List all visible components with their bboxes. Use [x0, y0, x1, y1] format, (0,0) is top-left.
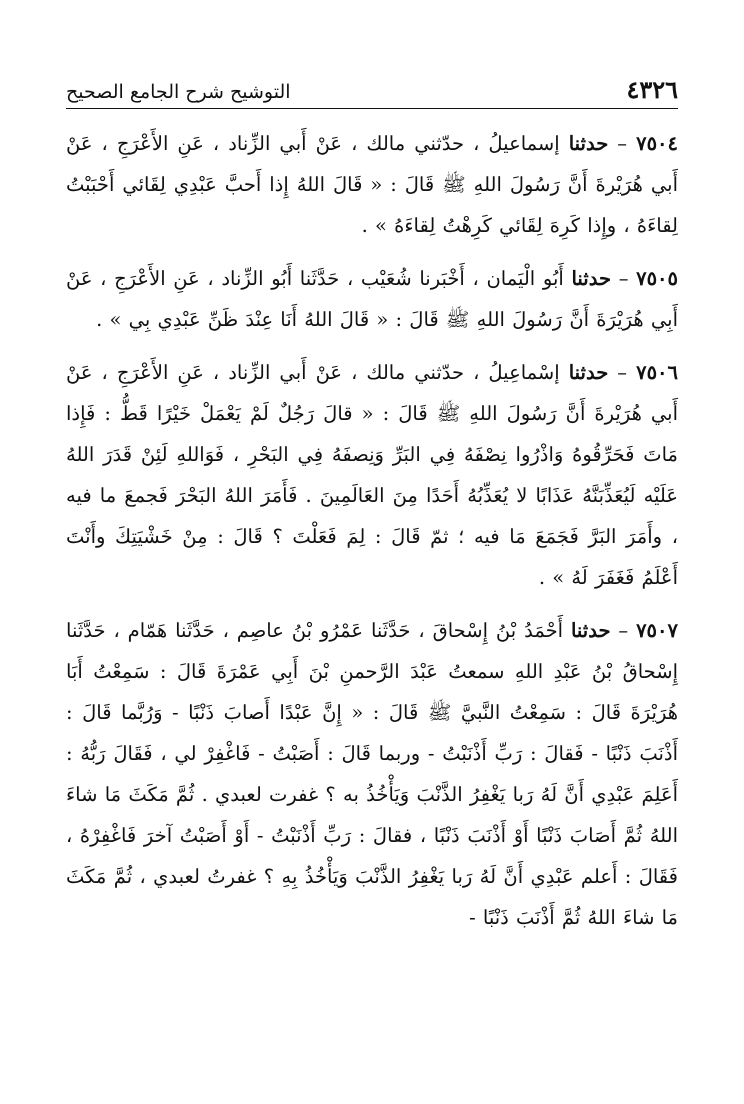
hadith-text: إسماعيلُ ، حدّثني مالك ، عَنْ أَبي الزِّناد ، عَنِ الأَعْرَجِ ، عَنْ أَبي هُرَيْرةَ أَنَّ رَسُولَ اللهِ ﷺ قَالَ : « قَالَ اللهُ إِذا أَحبَّ عَبْدِي لِقَائي أَحْبَبْتُ لِقاءَهُ ، وإِذا كَرِهَ لِقَائي كَرِهْتُ لِقاءَهُ » . — [66, 132, 678, 237]
page-number: ٤٣٢٦ — [626, 75, 678, 104]
hadith-7505: ٧٥٠٥ – حدثنا أَبُو الْيَمان ، أَخْبَرنا شُعَيْب ، حَدَّثَنا أَبُو الزِّناد ، عَنِ الأَعْرَجِ ، عَنْ أَبِي هُرَيْرَةَ أَنَّ رَسُولَ اللهِ ﷺ قَالَ : « قَالَ اللهُ أَنَا عِنْدَ ظَنِّ عَبْدِي بِي » . — [66, 267, 679, 331]
running-title: التوشيح شرح الجامع الصحيح — [66, 81, 291, 103]
hadith-lead: حدثنا — [568, 361, 609, 384]
hadith-7504: ٧٥٠٤ – حدثنا إسماعيلُ ، حدّثني مالك ، عَنْ أَبي الزِّناد ، عَنِ الأَعْرَجِ ، عَنْ أَبي هُرَيْرةَ أَنَّ رَسُولَ اللهِ ﷺ قَالَ : « قَالَ اللهُ إِذا أَحبَّ عَبْدِي لِقَائي أَحْبَبْتُ لِقاءَهُ ، وإِذا كَرِهَ لِقَائي كَرِهْتُ لِقاءَهُ » . — [66, 132, 678, 237]
hadith-text: أَبُو الْيَمان ، أَخْبَرنا شُعَيْب ، حَدَّثَنا أَبُو الزِّناد ، عَنِ الأَعْرَجِ ، عَنْ أَبِي هُرَيْرَةَ أَنَّ رَسُولَ اللهِ ﷺ قَالَ : « قَالَ اللهُ أَنَا عِنْدَ ظَنِّ عَبْدِي بِي » . — [66, 267, 678, 331]
hadith-text: أَحْمَدُ بْنُ إِسْحاقَ ، حَدَّثَنا عَمْرُو بْنُ عاصِم ، حَدَّثَنا هَمّام ، حَدَّثَنا إِسْحاقُ بْنُ عَبْدِ اللهِ سمعتُ عَبْدَ الرَّحمنِ بْنَ أَبِي عَمْرَةَ قَالَ : سَمِعْتُ أَبَا هُرَيْرَةَ قَالَ : سَمِعْتُ النَّبيَّ ﷺ قَالَ : « إِنَّ عَبْدًا أَصابَ ذَنْبًا - وَرُبَّما قَالَ : أَذْنَبَ ذَنْبًا - فَقالَ : رَبِّ أَذْنَبْتُ - وربما قَالَ : أَصَبْتُ - فَاغْفِرْ لي ، فَقَالَ رَبُّهُ : أَعَلِمَ عَبْدِي أَنَّ لَهُ رَبا يَغْفِرُ الذَّنْبَ وَيَأْخُذُ به ؟ غفرت لعبدي . ثُمَّ مَكَثَ مَا شاءَ اللهُ ثُمَّ أَصَابَ ذَنْبًا أَوْ أَذْنَبَ ذَنْبًا ، فقالَ : رَبِّ أَذْنَبْتُ - أَوْ أَصَبْتُ آخرَ فَاغْفِرْهُ ، فَقَالَ : أَعلم عَبْدِي أَنَّ لَهُ رَبا يَغْفِرُ الذَّنْبَ وَيَأْخُذُ بِهِ ؟ غفرتُ لعبدي ، ثُمَّ مَكَثَ مَا شاءَ اللهُ ثُمَّ أَذْنَبَ ذَنْبًا - — [66, 619, 678, 929]
page-header — [66, 70, 678, 109]
hadith-7506: ٧٥٠٦ – حدثنا إسْماعِيلُ ، حدّثني مالك ، عَنْ أَبي الزِّناد ، عَنِ الأَعْرَجِ ، عَنْ أَبي هُرَيْرةَ أَنَّ رَسُولَ اللهِ ﷺ قَالَ : « قالَ رَجُلٌ لَمْ يَعْمَلْ خَيْرًا قَطُّ : فَإِذا مَاتَ فَحَرِّقُوهُ وَاذْرُوا نِصْفَهُ فِي البَرِّ وَنِصفَهُ فِي البَحْرِ ، فَوَاللهِ لَئِنْ قَدَرَ اللهُ عَلَيْه لَيُعَذِّبَنَّهُ عَذَابًا لا يُعَذِّبُهُ أَحَدًا مِنَ العَالَمِينَ . فَأَمَرَ اللهُ البَحْرَ فَجمعَ ما فيه ، وأَمَرَ البَرَّ فَجَمَعَ مَا فيه ؛ ثمّ قَالَ : لِمَ فَعَلْتَ ؟ قَالَ : مِنْ خَشْيَتِكَ وأَنْتَ أَعْلَمُ فَغَفَرَ لَهُ » . — [66, 361, 678, 589]
hadith-lead: حدثنا — [571, 267, 612, 290]
page-body — [66, 123, 678, 938]
hadith-number: ٧٥٠٧ — [636, 619, 678, 642]
hadith-number: ٧٥٠٤ — [636, 132, 678, 155]
hadith-text: إسْماعِيلُ ، حدّثني مالك ، عَنْ أَبي الزِّناد ، عَنِ الأَعْرَجِ ، عَنْ أَبي هُرَيْرةَ أَنَّ رَسُولَ اللهِ ﷺ قَالَ : « قالَ رَجُلٌ لَمْ يَعْمَلْ خَيْرًا قَطُّ : فَإِذا مَاتَ فَحَرِّقُوهُ وَاذْرُوا نِصْفَهُ فِي البَرِّ وَنِصفَهُ فِي البَحْرِ ، فَوَاللهِ لَئِنْ قَدَرَ اللهُ عَلَيْه لَيُعَذِّبَنَّهُ عَذَابًا لا يُعَذِّبُهُ أَحَدًا مِنَ العَالَمِينَ . فَأَمَرَ اللهُ البَحْرَ فَجمعَ ما فيه ، وأَمَرَ البَرَّ فَجَمَعَ مَا فيه ؛ ثمّ قَالَ : لِمَ فَعَلْتَ ؟ قَالَ : مِنْ خَشْيَتِكَ وأَنْتَ أَعْلَمُ فَغَفَرَ لَهُ » . — [66, 361, 678, 589]
book-page — [66, 70, 678, 1080]
hadith-lead: حدثنا — [570, 619, 611, 642]
hadith-7507: ٧٥٠٧ – حدثنا أَحْمَدُ بْنُ إِسْحاقَ ، حَدَّثَنا عَمْرُو بْنُ عاصِم ، حَدَّثَنا هَمّام ، حَدَّثَنا إِسْحاقُ بْنُ عَبْدِ اللهِ سمعتُ عَبْدَ الرَّحمنِ بْنَ أَبِي عَمْرَةَ قَالَ : سَمِعْتُ أَبَا هُرَيْرَةَ قَالَ : سَمِعْتُ النَّبيَّ ﷺ قَالَ : « إِنَّ عَبْدًا أَصابَ ذَنْبًا - وَرُبَّما قَالَ : أَذْنَبَ ذَنْبًا - فَقالَ : رَبِّ أَذْنَبْتُ - وربما قَالَ : أَصَبْتُ - فَاغْفِرْ لي ، فَقَالَ رَبُّهُ : أَعَلِمَ عَبْدِي أَنَّ لَهُ رَبا يَغْفِرُ الذَّنْبَ وَيَأْخُذُ به ؟ غفرت لعبدي . ثُمَّ مَكَثَ مَا شاءَ اللهُ ثُمَّ أَصَابَ ذَنْبًا أَوْ أَذْنَبَ ذَنْبًا ، فقالَ : رَبِّ أَذْنَبْتُ - أَوْ أَصَبْتُ آخرَ فَاغْفِرْهُ ، فَقَالَ : أَعلم عَبْدِي أَنَّ لَهُ رَبا يَغْفِرُ الذَّنْبَ وَيَأْخُذُ بِهِ ؟ غفرتُ لعبدي ، ثُمَّ مَكَثَ مَا شاءَ اللهُ ثُمَّ أَذْنَبَ ذَنْبًا - — [66, 619, 678, 929]
hadith-lead: حدثنا — [568, 132, 609, 155]
hadith-number: ٧٥٠٦ — [636, 361, 678, 384]
hadith-number: ٧٥٠٥ — [636, 267, 679, 290]
